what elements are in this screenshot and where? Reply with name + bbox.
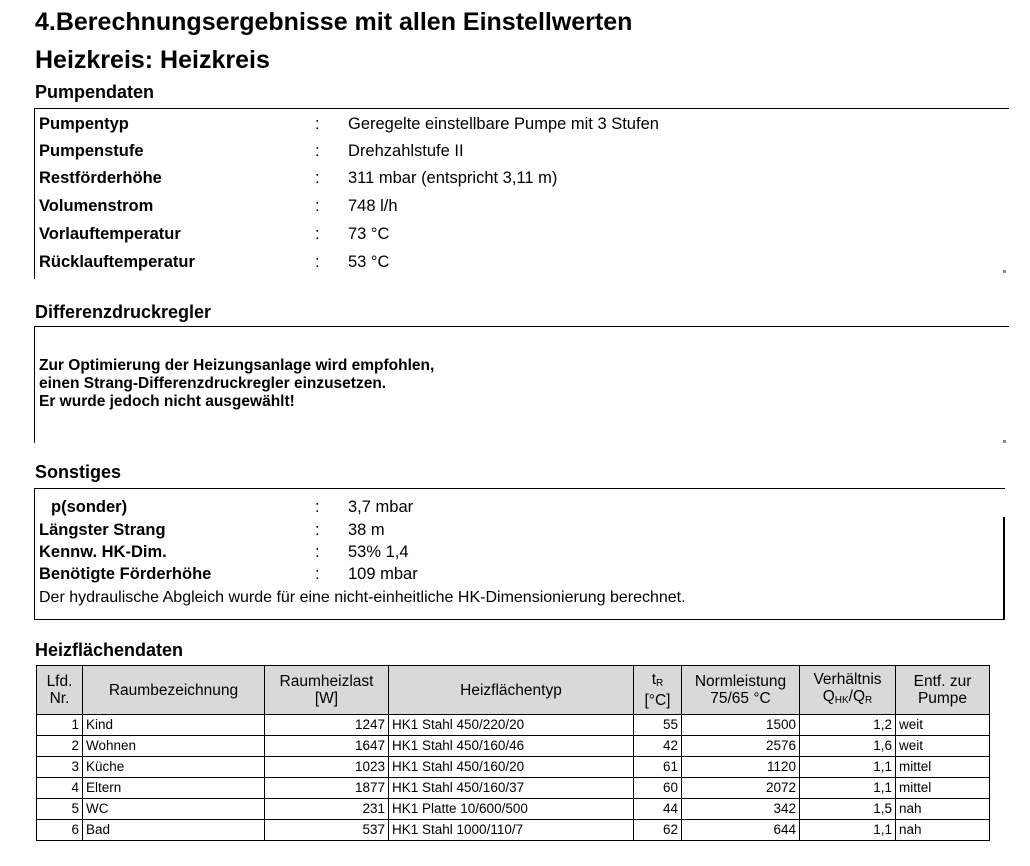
cell-last: 1647: [265, 736, 389, 757]
col-header-raum: Raumbezeichnung: [83, 666, 265, 715]
cell-last: 537: [265, 820, 389, 841]
row-label: p(sonder): [51, 498, 128, 516]
cell-last: 1023: [265, 757, 389, 778]
row-separator: :: [315, 521, 320, 539]
cell-verh: 1,6: [800, 736, 896, 757]
row-separator: :: [315, 115, 320, 133]
cell-entf: mittel: [896, 757, 990, 778]
cell-tr: 62: [634, 820, 682, 841]
row-label: Vorlauftemperatur: [39, 225, 181, 243]
cell-raum: Wohnen: [83, 736, 265, 757]
row-label: Längster Strang: [39, 521, 166, 539]
row-value: 53% 1,4: [348, 543, 409, 561]
cell-nr: 6: [37, 820, 83, 841]
differenzdruck-heading: Differenzdruckregler: [35, 302, 212, 322]
cell-norm: 2072: [682, 778, 800, 799]
pumpendaten-heading: Pumpendaten: [35, 82, 155, 102]
cell-raum: Bad: [83, 820, 265, 841]
cell-nr: 3: [37, 757, 83, 778]
cell-entf: weit: [896, 715, 990, 736]
sonstiges-section: [34, 488, 1005, 620]
cell-typ: HK1 Platte 10/600/500: [389, 799, 634, 820]
cell-entf: nah: [896, 799, 990, 820]
cell-nr: 4: [37, 778, 83, 799]
col-header-verh: Verhältnis $Q_{HK}/Q_R$: [800, 666, 896, 715]
page-title: 4.Berechnungsergebnisse mit allen Einstellwerten: [35, 8, 633, 36]
table-row: [37, 736, 990, 757]
row-label: Benötigte Förderhöhe: [39, 565, 212, 583]
row-label: Pumpentyp: [39, 115, 129, 133]
row-value: Drehzahlstufe II: [348, 142, 464, 160]
row-separator: :: [315, 253, 320, 271]
cell-norm: 342: [682, 799, 800, 820]
sonstiges-heading: Sonstiges: [35, 462, 122, 482]
table-row: [37, 715, 990, 736]
cell-typ: HK1 Stahl 450/160/46: [389, 736, 634, 757]
differenzdruck-line-1: Zur Optimierung der Heizungsanlage wird empfohlen,: [39, 357, 435, 374]
cell-raum: Kind: [83, 715, 265, 736]
row-value: 73 °C: [348, 225, 390, 243]
corner-mark: [1003, 440, 1006, 443]
differenzdruck-line-2: einen Strang-Differenzdruckregler einzusetzen.: [39, 375, 387, 392]
note-text: Der hydraulische Abgleich wurde für eine nicht-einheitliche HK-Dimensionierung berechnet.: [39, 589, 686, 606]
cell-nr: 2: [37, 736, 83, 757]
cell-norm: 644: [682, 820, 800, 841]
row-separator: :: [315, 197, 320, 215]
differenzdruck-line-3: Er wurde jedoch nicht ausgewählt!: [39, 393, 295, 410]
cell-raum: Küche: [83, 757, 265, 778]
cell-verh: 1,5: [800, 799, 896, 820]
row-value: 109 mbar: [348, 565, 418, 583]
cell-typ: HK1 Stahl 1000/110/7: [389, 820, 634, 841]
cell-typ: HK1 Stahl 450/160/37: [389, 778, 634, 799]
cell-tr: 42: [634, 736, 682, 757]
cell-norm: 1500: [682, 715, 800, 736]
table-row: [37, 757, 990, 778]
col-header-tr: $t_R$ [°C]: [634, 666, 682, 715]
row-separator: :: [315, 225, 320, 243]
heizflaechen-heading: Heizflächendaten: [35, 640, 184, 660]
col-header-typ: Heizflächentyp: [389, 666, 634, 715]
col-header-entf: Entf. zur Pumpe: [896, 666, 990, 715]
row-separator: :: [315, 543, 320, 561]
page-subtitle: Heizkreis: Heizkreis: [35, 46, 270, 74]
row-value: 53 °C: [348, 253, 390, 271]
cell-tr: 60: [634, 778, 682, 799]
differenzdruck-section: [34, 326, 1009, 443]
heizflaechen-table: [36, 665, 990, 841]
corner-mark: [1003, 270, 1006, 273]
cell-raum: Eltern: [83, 778, 265, 799]
table-row: [37, 799, 990, 820]
cell-verh: 1,1: [800, 778, 896, 799]
cell-typ: HK1 Stahl 450/160/20: [389, 757, 634, 778]
row-value: 3,7 mbar: [348, 498, 414, 516]
cell-entf: weit: [896, 736, 990, 757]
cell-nr: 5: [37, 799, 83, 820]
cell-typ: HK1 Stahl 450/220/20: [389, 715, 634, 736]
col-header-norm: Normleistung 75/65 °C: [682, 666, 800, 715]
row-value: Geregelte einstellbare Pumpe mit 3 Stufen: [348, 115, 659, 133]
row-value: 748 l/h: [348, 197, 398, 215]
row-label: Rücklauftemperatur: [39, 253, 195, 271]
cell-norm: 1120: [682, 757, 800, 778]
row-separator: :: [315, 169, 320, 187]
pumpendaten-section: [34, 108, 1009, 279]
col-header-last: Raumheizlast [W]: [265, 666, 389, 715]
cell-tr: 61: [634, 757, 682, 778]
table-row: [37, 778, 990, 799]
col-header-nr: Lfd. Nr.: [37, 666, 83, 715]
cell-last: 1247: [265, 715, 389, 736]
table-header-row: [37, 666, 990, 715]
cell-entf: mittel: [896, 778, 990, 799]
row-separator: :: [315, 565, 320, 583]
cell-tr: 55: [634, 715, 682, 736]
row-value: 311 mbar (entspricht 3,11 m): [348, 169, 558, 187]
row-label: Pumpenstufe: [39, 142, 144, 160]
cell-verh: 1,1: [800, 757, 896, 778]
cell-last: 231: [265, 799, 389, 820]
cell-norm: 2576: [682, 736, 800, 757]
cell-verh: 1,1: [800, 820, 896, 841]
row-label: Restförderhöhe: [39, 169, 162, 187]
cell-nr: 1: [37, 715, 83, 736]
row-value: 38 m: [348, 521, 385, 539]
cell-tr: 44: [634, 799, 682, 820]
cell-verh: 1,2: [800, 715, 896, 736]
row-separator: :: [315, 142, 320, 160]
row-label: Volumenstrom: [39, 197, 154, 215]
row-label: Kennw. HK-Dim.: [39, 543, 167, 561]
cell-last: 1877: [265, 778, 389, 799]
cell-entf: nah: [896, 820, 990, 841]
table-row: [37, 820, 990, 841]
right-border: [1003, 517, 1005, 619]
cell-raum: WC: [83, 799, 265, 820]
row-separator: :: [315, 498, 320, 516]
